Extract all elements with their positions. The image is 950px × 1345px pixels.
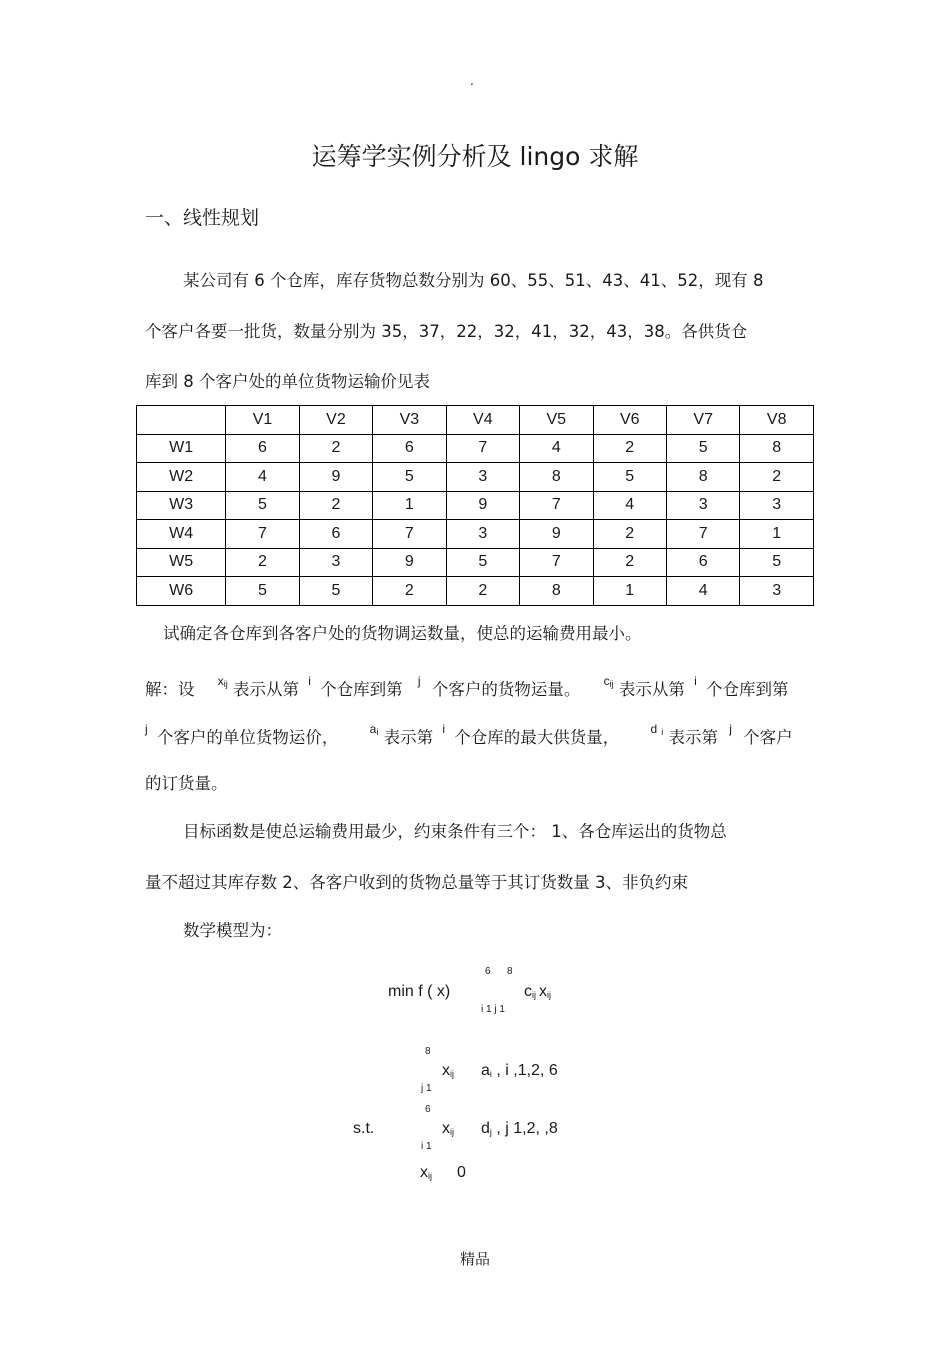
table-cell: 6 — [666, 548, 739, 577]
symbol-subscript: ij — [450, 1127, 454, 1137]
d-symbol — [651, 722, 664, 737]
symbol-letter: x — [539, 983, 547, 1000]
solution-line-1 — [145, 674, 789, 700]
constraint2-sum-top: 6 — [425, 1104, 431, 1115]
solution-text: 个仓库到第 — [706, 680, 789, 699]
solution-text: 表示从第 — [233, 680, 299, 699]
objective-line-2: 量不超过其库存数 2、各客户收到的货物总量等于其订货数量 3、非负约束 — [145, 873, 688, 892]
i-symbol: i — [694, 674, 697, 688]
table-cell: 5 — [226, 491, 299, 520]
formula-sum-top-i: 6 — [485, 966, 491, 977]
symbol-letter: x — [442, 1062, 450, 1079]
constraint1-sum-bottom: j 1 — [421, 1083, 432, 1094]
table-header-cell: V2 — [299, 406, 372, 435]
symbol-letter: x — [217, 674, 224, 688]
symbol-subscript: j — [489, 1127, 492, 1137]
table-cell: 9 — [520, 520, 593, 549]
table-cell: 6 — [373, 434, 446, 463]
solution-text: 表示从第 — [618, 680, 685, 699]
solution-text: 表示第 — [383, 728, 434, 747]
table-cell: W5 — [137, 548, 226, 577]
table-cell: 6 — [226, 434, 299, 463]
symbol-subscript: i — [489, 1069, 492, 1079]
table-cell: W2 — [137, 463, 226, 492]
constraint2-rhs — [481, 1120, 558, 1138]
table-cell: 2 — [226, 548, 299, 577]
j-symbol: j — [417, 674, 421, 688]
table-header-cell: V3 — [373, 406, 446, 435]
symbol-subscript: ij — [450, 1069, 454, 1079]
solution-text: 个仓库的最大供货量， — [454, 728, 620, 747]
solution-text: 表示第 — [668, 728, 718, 747]
table-header-row — [137, 406, 814, 435]
table-cell: 5 — [299, 577, 372, 606]
constraint1-variable — [442, 1062, 454, 1080]
table-cell: 5 — [446, 548, 519, 577]
problem-line-3: 库到 8 个客户处的单位货物运输价见表 — [145, 372, 430, 391]
symbol-letter: d — [650, 722, 658, 736]
page-footer: 精品 — [459, 1250, 490, 1268]
st-label: s.t. — [353, 1120, 375, 1137]
symbol-subscript: ij — [532, 990, 536, 1000]
symbol-letter: c — [603, 674, 610, 688]
table-row — [137, 548, 814, 577]
solution-text: 个客户的货物运量。 — [431, 680, 581, 699]
table-cell: 9 — [446, 491, 519, 520]
symbol-subscript: i — [661, 727, 664, 737]
table-cell: 5 — [740, 548, 814, 577]
table-header-cell: V1 — [226, 406, 299, 435]
a-symbol — [370, 722, 379, 737]
problem-line-2: 个客户各要一批货，数量分别为 35，37，22，32，41，32，43，38。各供货仓 — [145, 322, 748, 341]
section-heading: 一、线性规划 — [145, 207, 260, 229]
table-cell: 7 — [226, 520, 299, 549]
solution-text: 解：设 — [145, 680, 195, 699]
table-cell: 2 — [593, 548, 666, 577]
symbol-letter: a — [369, 722, 377, 736]
symbol-subscript: i — [376, 727, 379, 737]
table-cell: 2 — [299, 434, 372, 463]
table-row — [137, 434, 814, 463]
table-cell: 3 — [740, 577, 814, 606]
symbol-letter: x — [442, 1120, 450, 1137]
constraint-text: , i ,1,2, 6 — [491, 1062, 558, 1079]
table-row — [137, 577, 814, 606]
question-text: 试确定各仓库到各客户处的货物调运数量，使总的运输费用最小。 — [163, 624, 642, 643]
table-row — [137, 491, 814, 520]
table-row — [137, 520, 814, 549]
table-cell: 5 — [373, 463, 446, 492]
symbol-subscript: ij — [223, 679, 228, 689]
table-cell: 8 — [520, 577, 593, 606]
solution-line-3: 的订货量。 — [145, 774, 228, 793]
c-symbol — [604, 674, 614, 689]
symbol-letter: c — [524, 983, 532, 1000]
formula-sum-top-j: 8 — [507, 966, 513, 977]
formula-cost-term — [524, 983, 551, 1001]
table-cell: 4 — [666, 577, 739, 606]
problem-line-1: 某公司有 6 个仓库，库存货物总数分别为 60、55、51、43、41、52，现有 8 — [183, 271, 764, 290]
table-cell: 2 — [593, 434, 666, 463]
objective-line-1: 目标函数是使总运输费用最少，约束条件有三个： 1、各仓库运出的货物总 — [183, 822, 727, 841]
model-intro: 数学模型为： — [183, 921, 282, 940]
symbol-subscript: ij — [609, 679, 614, 689]
constraint1-sum-top: 8 — [425, 1046, 431, 1057]
constraint-text: , j 1,2, ,8 — [491, 1120, 558, 1137]
table-cell: 4 — [226, 463, 299, 492]
symbol-letter: d — [481, 1120, 490, 1137]
table-cell: 3 — [666, 491, 739, 520]
symbol-subscript: ij — [428, 1171, 432, 1181]
table-cell: 3 — [446, 463, 519, 492]
table-cell: W1 — [137, 434, 226, 463]
table-cell: 3 — [299, 548, 372, 577]
table-header-cell — [137, 406, 226, 435]
document-title: 运筹学实例分析及 lingo 求解 — [311, 142, 639, 171]
formula-sum-bottom: i 1 j 1 — [481, 1004, 505, 1015]
table-cell: 7 — [520, 548, 593, 577]
table-cell: 4 — [520, 434, 593, 463]
table-cell: 2 — [373, 577, 446, 606]
table-header-cell: V5 — [520, 406, 593, 435]
table-cell: W3 — [137, 491, 226, 520]
table-cell: 8 — [666, 463, 739, 492]
table-cell: 9 — [299, 463, 372, 492]
table-cell: W4 — [137, 520, 226, 549]
table-cell: 2 — [740, 463, 814, 492]
table-row — [137, 463, 814, 492]
table-cell: 5 — [666, 434, 739, 463]
constraint3-variable — [420, 1164, 432, 1182]
table-cell: 5 — [593, 463, 666, 492]
page-marker: . — [470, 74, 474, 88]
table-cell: 6 — [299, 520, 372, 549]
i-symbol: i — [442, 722, 446, 736]
constraint2-sum-bottom: i 1 — [421, 1141, 432, 1152]
table-cell: 4 — [593, 491, 666, 520]
i-symbol: i — [308, 674, 311, 688]
table-header-cell: V4 — [446, 406, 519, 435]
table-cell: 1 — [740, 520, 814, 549]
table-header-cell: V7 — [666, 406, 739, 435]
table-header-cell: V8 — [740, 406, 814, 435]
table-cell: 7 — [446, 434, 519, 463]
table-header-cell: V6 — [593, 406, 666, 435]
constraint2-variable — [442, 1120, 454, 1138]
symbol-letter: x — [420, 1164, 428, 1181]
table-cell: 3 — [446, 520, 519, 549]
j-symbol: j — [145, 722, 148, 736]
j-symbol: j — [729, 722, 732, 736]
table-cell: 7 — [666, 520, 739, 549]
table-cell: 7 — [373, 520, 446, 549]
constraint1-rhs — [481, 1062, 558, 1080]
table-cell: 7 — [520, 491, 593, 520]
table-cell: 1 — [593, 577, 666, 606]
table-cell: 9 — [373, 548, 446, 577]
table-cell: 5 — [226, 577, 299, 606]
symbol-letter: a — [481, 1062, 490, 1079]
x-symbol — [218, 674, 228, 689]
table-cell: 3 — [740, 491, 814, 520]
formula-min-label: min f ( x) — [388, 983, 451, 1000]
symbol-subscript: ij — [547, 990, 551, 1000]
table-cell: 1 — [373, 491, 446, 520]
table-cell: 2 — [446, 577, 519, 606]
solution-text: 个客户的单位货物运价， — [156, 728, 339, 747]
solution-text: 个客户 — [743, 728, 793, 747]
table-cell: W6 — [137, 577, 226, 606]
solution-line-2 — [145, 722, 793, 748]
table-cell: 2 — [299, 491, 372, 520]
cost-table — [136, 405, 814, 606]
table-cell: 2 — [593, 520, 666, 549]
solution-text: 个仓库到第 — [320, 680, 403, 699]
table-cell: 8 — [520, 463, 593, 492]
constraint3-rhs: 0 — [457, 1164, 466, 1181]
table-cell: 8 — [740, 434, 814, 463]
